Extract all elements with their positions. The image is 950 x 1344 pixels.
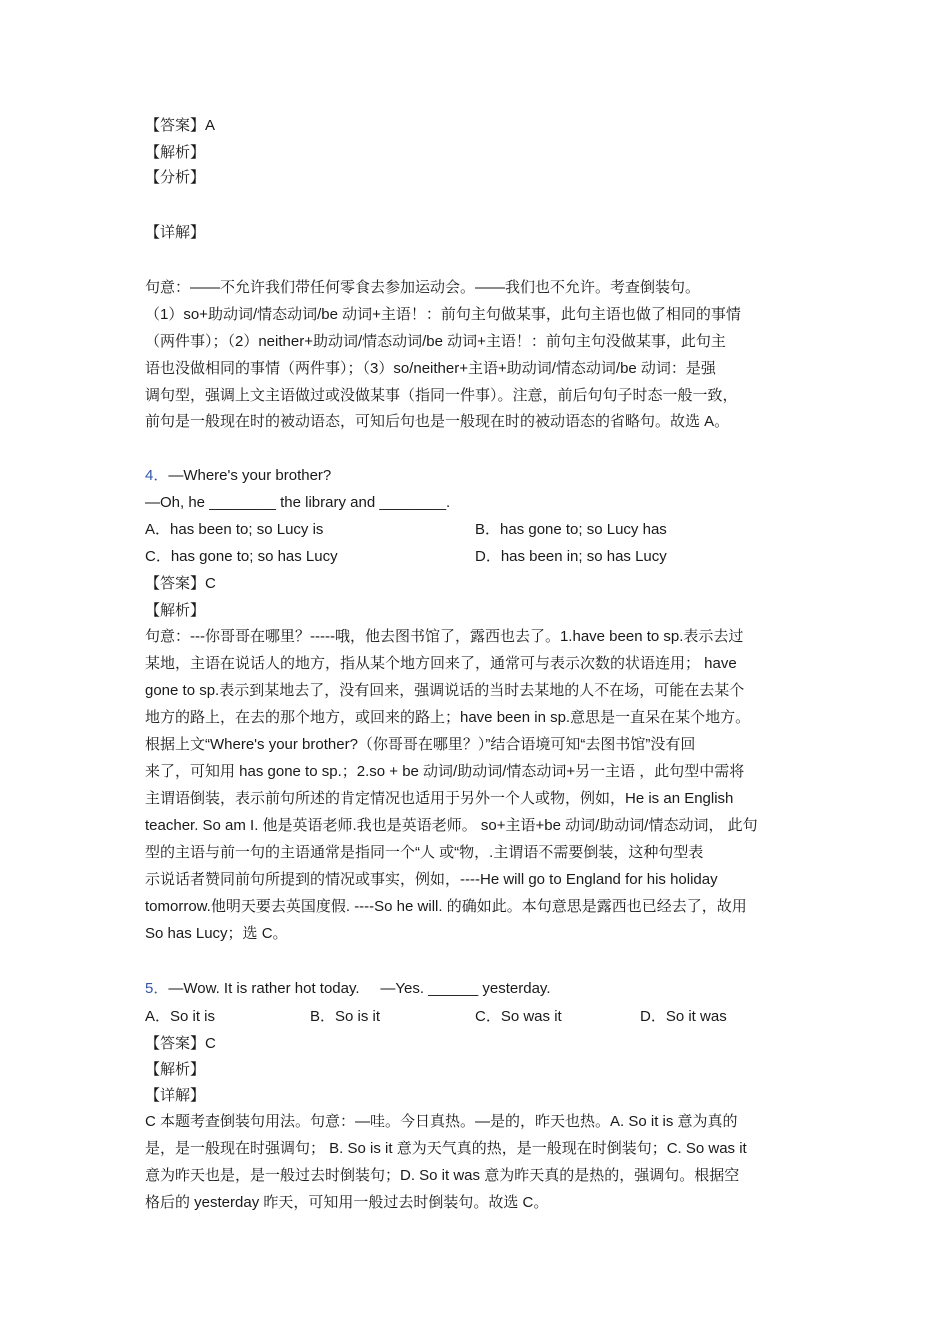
q3-para-line: 调句型，强调上文主语做过或没做某事（指同一件事）。注意，前后句句子时态一般一致， bbox=[145, 387, 738, 404]
q4-stem-line2: —Oh, he ________ the library and ________. bbox=[145, 494, 451, 511]
q3-para-line: 前句是一般现在时的被动语态，可知后句也是一般现在时的被动语态的省略句。故选 A。 bbox=[145, 413, 730, 430]
q5-detail-heading: 【详解】 bbox=[145, 1087, 206, 1104]
q5-para-line: 格后的 yesterday 昨天，可知用一般过去时倒装句。故选 C。 bbox=[145, 1194, 549, 1211]
q4-para-line: tomorrow.他明天要去英国度假. ----So he will. 的确如此。本句意思是露西也已经去了，故用 bbox=[145, 898, 747, 915]
q5-para-line: 意为昨天也是，是一般过去时倒装句；D. So it was 意为昨天真的是热的，强调句。根据空 bbox=[145, 1167, 740, 1184]
q5-stem-line bbox=[145, 978, 551, 1000]
q4-para-line: 来了，可知用 has gone to sp.；2.so + be 动词/助动词/情态动词+另一主语 ，此句型中需将 bbox=[145, 763, 745, 780]
q5-option-a: A．So it is bbox=[145, 1008, 216, 1025]
q5-para-line: C 本题考查倒装句用法。句意：—哇。今日真热。—是的，昨天也热。A. So it is 意为真的 bbox=[145, 1113, 738, 1130]
q4-number: 4． bbox=[145, 467, 169, 484]
q4-para-line: 根据上文“Where's your brother?（你哥哥在哪里？）”结合语境可知“去图书馆”没有回 bbox=[145, 736, 696, 753]
q4-para-line: 主谓语倒装，表示前句所述的肯定情况也适用于另外一个人或物，例如，He is an English bbox=[145, 790, 734, 807]
q4-para-line: 句意：---你哥哥在哪里？-----哦，他去图书馆了，露西也去了。1.have been to sp.表示去过 bbox=[145, 628, 744, 645]
q4-analysis-heading: 【解析】 bbox=[145, 602, 206, 619]
q4-answer: 【答案】C bbox=[145, 575, 216, 592]
q4-stem1: —Where's your brother? bbox=[168, 467, 332, 484]
q4-para-line: 某地，主语在说话人的地方，指从某个地方回来了，通常可与表示次数的状语连用； have bbox=[145, 655, 737, 672]
q5-answer: 【答案】C bbox=[145, 1035, 216, 1052]
q5-option-d: D．So it was bbox=[640, 1008, 727, 1025]
q4-para-line: So has Lucy；选 C。 bbox=[145, 925, 288, 942]
q4-para-line: 示说话者赞同前句所提到的情况或事实，例如，----He will go to England for his holiday bbox=[145, 871, 718, 888]
q5-option-c: C．So was it bbox=[475, 1008, 562, 1025]
q5-stem: —Wow. It is rather hot today. —Yes. ______ yesterday. bbox=[168, 980, 551, 997]
q4-para-line: 型的主语与前一句的主语通常是指同一个“人 或“物，.主谓语不需要倒装，这种句型表 bbox=[145, 844, 704, 861]
q3-para-line: （1）so+助动词/情态动词/be 动词+主语！：前句主句做某事，此句主语也做了相同的事情 bbox=[145, 306, 741, 323]
q4-option-b: B．has gone to; so Lucy has bbox=[475, 521, 667, 538]
q5-option-b: B．So is it bbox=[310, 1008, 381, 1025]
q3-fenxi-heading: 【分析】 bbox=[145, 169, 206, 186]
q4-stem-line1 bbox=[145, 465, 331, 487]
q4-option-a: A．has been to; so Lucy is bbox=[145, 521, 324, 538]
q4-para-line: teacher. So am I. 他是英语老师.我也是英语老师。 so+主语+be 动词/助动词/情态动词， 此句 bbox=[145, 817, 758, 834]
q3-analysis-heading: 【解析】 bbox=[145, 144, 206, 161]
q4-para-line: gone to sp.表示到某地去了，没有回来，强调说话的当时去某地的人不在场，可能在去某个 bbox=[145, 682, 745, 699]
q5-analysis-heading: 【解析】 bbox=[145, 1061, 206, 1078]
q3-para-line: （两件事）；（2）neither+助动词/情态动词/be 动词+主语！：前句主句没做某事，此句主 bbox=[145, 333, 726, 350]
q3-detail-heading: 【详解】 bbox=[145, 224, 206, 241]
q4-option-c: C．has gone to; so has Lucy bbox=[145, 548, 338, 565]
q3-para-line: 语也没做相同的事情（两件事）；（3）so/neither+主语+助动词/情态动词/be 动词：是强 bbox=[145, 360, 716, 377]
q5-number: 5． bbox=[145, 980, 169, 997]
q3-para-line: 句意：——不允许我们带任何零食去参加运动会。——我们也不允许。考查倒装句。 bbox=[145, 279, 701, 296]
q4-option-d: D．has been in; so has Lucy bbox=[475, 548, 667, 565]
q3-answer: 【答案】A bbox=[145, 117, 216, 134]
q5-para-line: 是，是一般现在时强调句； B. So is it 意为天气真的热，是一般现在时倒装句；C. So was it bbox=[145, 1140, 747, 1157]
q4-para-line: 地方的路上，在去的那个地方，或回来的路上；have been in sp.意思是一直呆在某个地方。 bbox=[145, 709, 751, 726]
